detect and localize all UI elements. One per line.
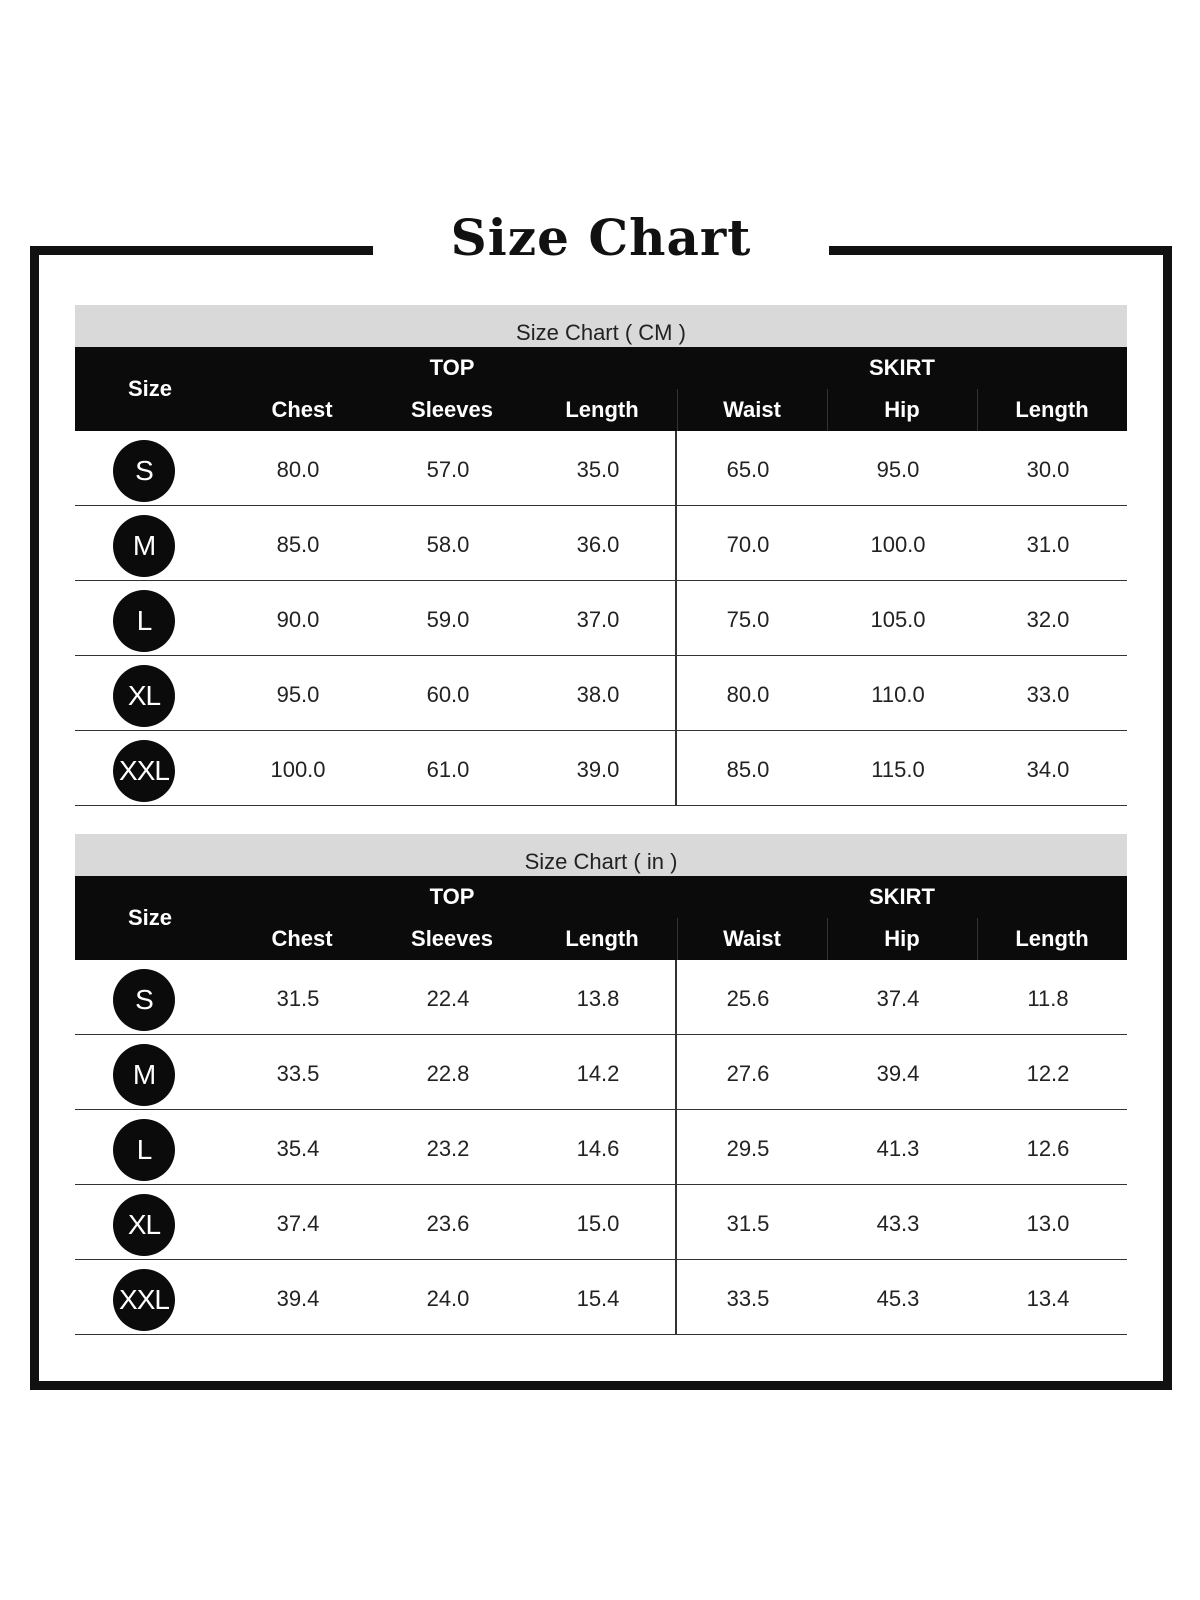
table-cell: 13.0 — [1026, 1211, 1070, 1236]
table-cell: 37.4 — [876, 986, 920, 1011]
table-cell: 12.2 — [1026, 1061, 1070, 1086]
table-cell: 90.0 — [276, 607, 320, 632]
size-badge: M — [113, 515, 175, 577]
table-cell: 11.8 — [1027, 986, 1069, 1011]
table-cell: 13.4 — [1026, 1286, 1070, 1311]
size-badge: S — [113, 440, 175, 502]
header-divider — [827, 918, 828, 960]
table-row — [75, 1035, 1127, 1110]
table-cell: 58.0 — [426, 532, 470, 557]
table-row — [75, 656, 1127, 731]
header-divider — [827, 389, 828, 431]
table-cell: 33.0 — [1026, 682, 1070, 707]
table-row — [75, 581, 1127, 656]
table-cell: 45.3 — [876, 1286, 920, 1311]
table-cell: 38.0 — [576, 682, 620, 707]
table-cell: 35.4 — [276, 1136, 320, 1161]
group-header-top: TOP — [429, 884, 475, 909]
table-header — [75, 876, 1127, 960]
column-header: Waist — [723, 926, 781, 951]
column-header: Hip — [884, 926, 920, 951]
column-header: Length — [1015, 926, 1089, 951]
group-header-skirt: SKIRT — [869, 884, 935, 909]
header-divider — [677, 389, 678, 431]
table-cell: 27.6 — [726, 1061, 770, 1086]
table-cell: 75.0 — [726, 607, 770, 632]
table-cell: 43.3 — [876, 1211, 920, 1236]
size-table-cm — [75, 305, 1127, 806]
table-cell: 100.0 — [870, 532, 926, 557]
table-cell: 100.0 — [270, 757, 326, 782]
column-header: Waist — [723, 397, 781, 422]
column-header: Length — [1015, 397, 1089, 422]
table-row — [75, 960, 1127, 1035]
column-header: Chest — [271, 926, 333, 951]
table-row — [75, 431, 1127, 506]
table-cell: 31.5 — [726, 1211, 770, 1236]
size-column-header: Size — [127, 905, 173, 930]
header-divider — [977, 389, 978, 431]
table-cell: 85.0 — [726, 757, 770, 782]
table-cell: 24.0 — [426, 1286, 470, 1311]
table-cell: 61.0 — [426, 757, 470, 782]
table-cell: 39.4 — [876, 1061, 920, 1086]
table-cell: 29.5 — [726, 1136, 770, 1161]
table-cell: 12.6 — [1026, 1136, 1070, 1161]
table-cell: 115.0 — [871, 757, 925, 782]
column-header: Sleeves — [411, 926, 493, 951]
group-header-skirt: SKIRT — [869, 355, 935, 380]
table-cell: 85.0 — [276, 532, 320, 557]
table-cell: 22.4 — [426, 986, 470, 1011]
table-caption: Size Chart ( in ) — [75, 834, 1127, 876]
table-cell: 14.6 — [576, 1136, 620, 1161]
table-cell: 25.6 — [726, 986, 770, 1011]
table-header — [75, 347, 1127, 431]
size-badge: S — [113, 969, 175, 1031]
size-badge: XL — [113, 1194, 175, 1256]
table-cell: 15.4 — [576, 1286, 620, 1311]
table-row — [75, 731, 1127, 806]
table-cell: 34.0 — [1026, 757, 1070, 782]
table-cell: 110.0 — [871, 682, 925, 707]
table-cell: 70.0 — [726, 532, 770, 557]
size-badge: L — [113, 1119, 175, 1181]
table-caption: Size Chart ( CM ) — [75, 305, 1127, 347]
table-cell: 30.0 — [1026, 457, 1070, 482]
table-cell: 39.4 — [276, 1286, 320, 1311]
table-cell: 31.0 — [1026, 532, 1070, 557]
header-divider — [677, 918, 678, 960]
table-cell: 80.0 — [276, 457, 320, 482]
table-cell: 22.8 — [426, 1061, 470, 1086]
table-cell: 60.0 — [426, 682, 470, 707]
table-row — [75, 506, 1127, 581]
table-row — [75, 1110, 1127, 1185]
size-badge: XXL — [113, 1269, 175, 1331]
column-header: Chest — [271, 397, 333, 422]
table-cell: 59.0 — [426, 607, 470, 632]
table-cell: 23.6 — [426, 1211, 470, 1236]
table-cell: 14.2 — [576, 1061, 620, 1086]
column-header: Length — [565, 926, 639, 951]
size-badge: M — [113, 1044, 175, 1106]
table-cell: 37.0 — [576, 607, 620, 632]
table-cell: 105.0 — [870, 607, 926, 632]
size-column-header: Size — [127, 376, 173, 401]
size-badge: L — [113, 590, 175, 652]
table-cell: 95.0 — [876, 457, 920, 482]
table-cell: 33.5 — [726, 1286, 770, 1311]
column-header: Hip — [884, 397, 920, 422]
table-cell: 23.2 — [426, 1136, 470, 1161]
table-cell: 37.4 — [276, 1211, 320, 1236]
table-cell: 36.0 — [576, 532, 620, 557]
table-cell: 32.0 — [1026, 607, 1070, 632]
table-cell: 57.0 — [426, 457, 470, 482]
table-cell: 95.0 — [276, 682, 320, 707]
table-row — [75, 1185, 1127, 1260]
column-header: Sleeves — [411, 397, 493, 422]
column-header: Length — [565, 397, 639, 422]
table-cell: 15.0 — [576, 1211, 620, 1236]
table-cell: 41.3 — [876, 1136, 920, 1161]
table-cell: 33.5 — [276, 1061, 320, 1086]
table-cell: 65.0 — [726, 457, 770, 482]
header-divider — [977, 918, 978, 960]
table-cell: 35.0 — [576, 457, 620, 482]
table-cell: 39.0 — [576, 757, 620, 782]
table-cell: 80.0 — [726, 682, 770, 707]
group-header-top: TOP — [429, 355, 475, 380]
size-badge: XL — [113, 665, 175, 727]
table-cell: 31.5 — [276, 986, 320, 1011]
table-cell: 13.8 — [576, 986, 620, 1011]
page-title: Size Chart — [450, 208, 752, 267]
size-badge: XXL — [113, 740, 175, 802]
size-table-in — [75, 834, 1127, 1335]
table-row — [75, 1260, 1127, 1335]
